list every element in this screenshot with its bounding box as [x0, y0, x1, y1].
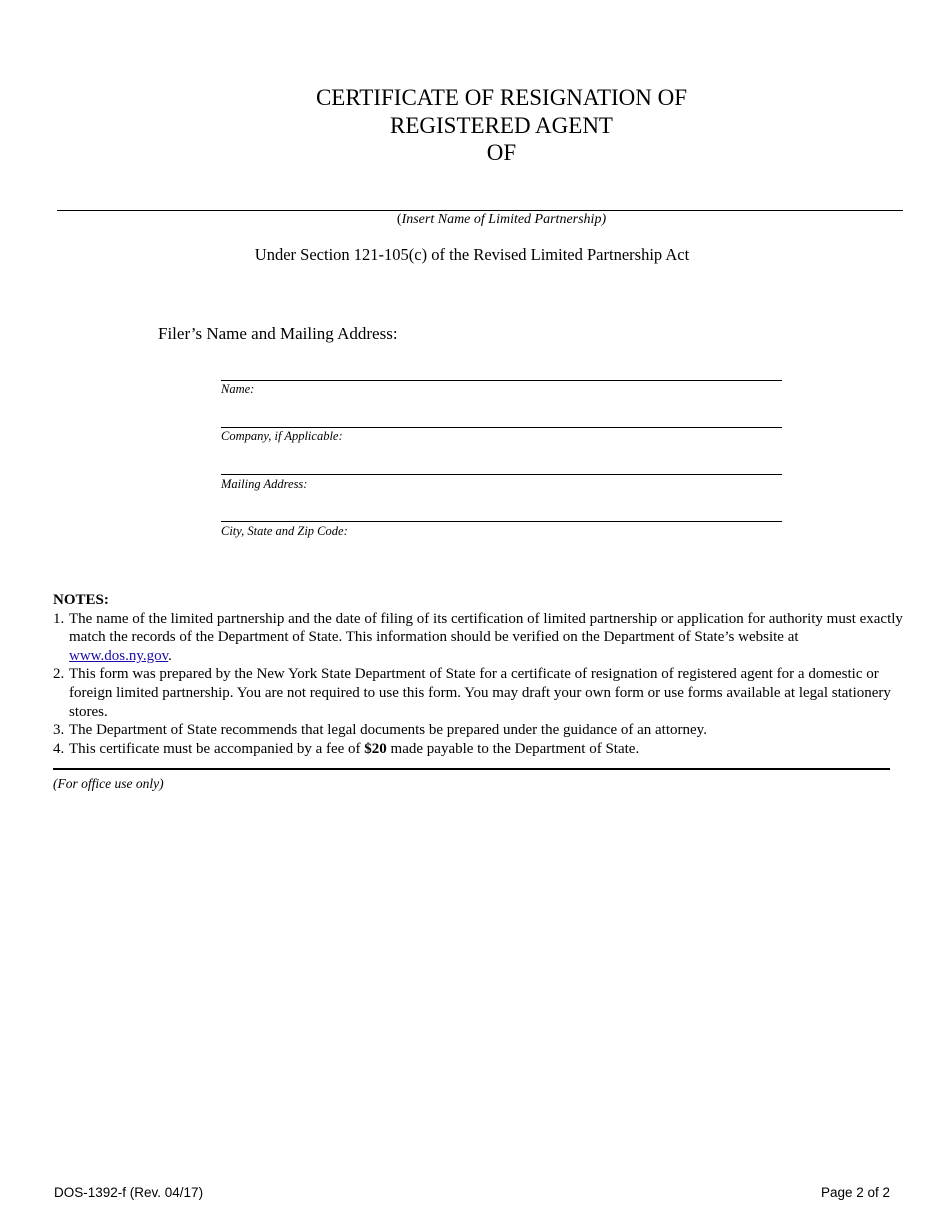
company-line[interactable]: [221, 427, 782, 428]
mailing-address-line[interactable]: [221, 474, 782, 475]
note-number: 4.: [53, 740, 65, 757]
company-label: Company, if Applicable:: [221, 429, 343, 443]
notes-section: [53, 591, 903, 758]
notes-title: NOTES:: [53, 592, 109, 608]
mailing-address-label: Mailing Address:: [221, 477, 308, 491]
form-number: DOS-1392-f (Rev. 04/17): [54, 1185, 204, 1200]
notes-list: [53, 610, 903, 759]
title-line-2: REGISTERED AGENT: [390, 112, 613, 138]
note-item: 2. This form was prepared by the New York State Department of State for a certificate of resignation of registered agent for a domestic or foreign limited partnership. You are not required to use this form. You may draft your own form or use forms available at legal stationery stores.: [53, 666, 891, 720]
note-number: 3.: [53, 722, 65, 739]
note-number: 2.: [53, 666, 65, 683]
name-line[interactable]: [221, 380, 782, 381]
city-state-zip-label: City, State and Zip Code:: [221, 524, 348, 538]
title-line-3: OF: [486, 140, 517, 165]
lp-name-line[interactable]: [57, 210, 903, 211]
note-item: 4. This certificate must be accompanied by a fee of $20 made payable to the Department of State.: [53, 740, 640, 757]
filer-heading: Filer’s Name and Mailing Address:: [158, 324, 398, 343]
form-title: [0, 84, 950, 167]
office-use-divider: [53, 768, 890, 770]
statute-line: Under Section 121-105(c) of the Revised Limited Partnership Act: [254, 245, 690, 264]
city-state-zip-line[interactable]: [221, 521, 782, 522]
note-item: 3. The Department of State recommends that legal documents be prepared under the guidance of an attorney.: [53, 722, 707, 739]
page-number: Page 2 of 2: [820, 1185, 890, 1200]
fee-amount: $20: [364, 740, 387, 757]
name-label: Name:: [221, 382, 255, 396]
dos-website-link[interactable]: www.dos.ny.gov: [69, 647, 169, 664]
title-line-1: CERTIFICATE OF RESIGNATION OF: [315, 85, 688, 110]
note-number: 1.: [53, 610, 65, 627]
office-use-caption: (For office use only): [53, 776, 164, 791]
lp-name-caption: (Insert Name of Limited Partnership): [396, 212, 607, 227]
note-item: 1. The name of the limited partnership and the date of filing of its certification of limited partnership or application for authority must exactly match the records of the Department of State. This information should be verified on the Department of State’s website at www.dos.ny.gov.: [53, 610, 903, 664]
